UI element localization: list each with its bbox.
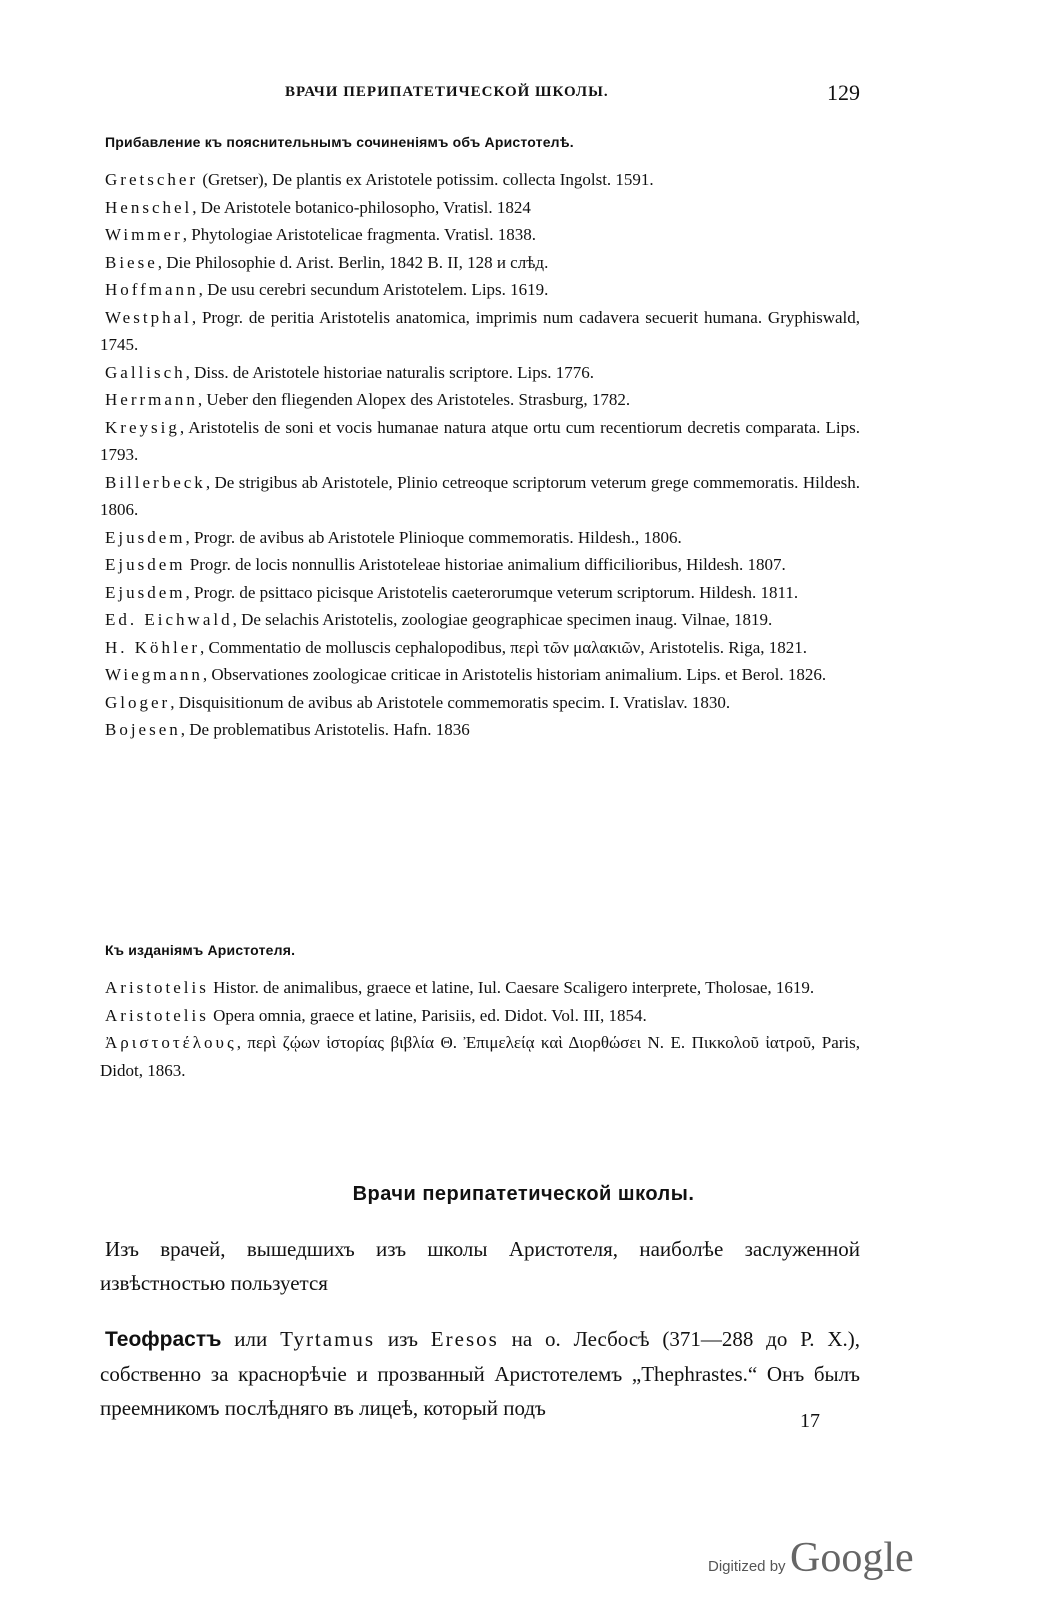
bib-entry: Wiegmann, Observationes zoologicae criticae in Aristotelis historiam animalium. Lips. et Berol. 1826.: [105, 665, 827, 684]
editions-list: [100, 974, 860, 1084]
bibliography-list: [100, 166, 860, 744]
bib-entry: Gloger, Disquisitionum de avibus ab Aristotele commemoratis specim. I. Vratislav. 1830.: [105, 692, 731, 712]
digitized-watermark: [708, 1534, 914, 1582]
bib-entry: Ejusdem, Progr. de avibus ab Aristotele Plinioque commemoratis. Hildesh., 1806.: [105, 527, 682, 547]
chapter-heading: Врачи перипатетической школы.: [352, 1183, 695, 1205]
bib-entry: Aristotelis Histor. de animalibus, graece et latine, Iul. Caesare Scaligero interprete, Tholosae, 1619.: [105, 978, 815, 997]
bib-entry: H. Köhler, Commentatio de molluscis cephalopodibus, περὶ τῶν μαλακιῶν, Aristotelis. Riga, 1821.: [105, 637, 808, 657]
bib-entry: Aristotelis Opera omnia, graece et latine, Parisiis, ed. Didot. Vol. III, 1854.: [105, 1005, 647, 1025]
bib-entry: Gallisch, Diss. de Aristotele historiae naturalis scriptore. Lips. 1776.: [105, 362, 595, 382]
section-heading-supplement: Прибавление къ пояснительнымъ сочиненіямъ объ Аристотелѣ.: [105, 134, 574, 150]
bib-entry: Biese, Die Philosophie d. Arist. Berlin, 1842 B. II, 128 и слѣд.: [105, 252, 549, 272]
signature-mark: 17: [800, 1410, 820, 1432]
bib-entry: Gretscher (Gretser), De plantis ex Aristotele potissim. collecta Ingolst. 1591.: [105, 170, 654, 189]
bib-entry: Ejusdem, Progr. de psittaco picisque Aristotelis caeterorumque veterum scriptorum. Hildesh. 1811.: [105, 582, 799, 602]
bib-entry: Ejusdem Progr. de locis nonnullis Aristoteleae historiae animalium difficilioribus, Hildesh. 1807.: [105, 555, 786, 574]
google-logo: Google: [790, 1535, 914, 1581]
bib-entry: Westphal, Progr. de peritia Aristotelis anatomica, imprimis num cadavera secuerit humana. Gryphiswald, 1745.: [100, 307, 860, 354]
section-heading-editions: Къ изданіямъ Аристотеля.: [105, 942, 296, 958]
bib-entry: Ἀριστοτέλους, περὶ ζῴων ἱστορίας βιβλία Θ. Ἐπιμελείᾳ καὶ Διορθώσει N. E. Πικκολοῦ ἰατροῦ, Paris, Didot, 1863.: [100, 1033, 860, 1080]
bib-entry: Henschel, De Aristotele botanico-philosopho, Vratisl. 1824: [105, 197, 531, 217]
bib-entry: Ed. Eichwald, De selachis Aristotelis, zoologiae geographicae specimen inaug. Vilnae, 1819.: [105, 610, 773, 629]
page-number: 129: [827, 80, 860, 105]
watermark-prefix: Digitized by: [708, 1558, 786, 1575]
bib-entry: Wimmer, Phytologiae Aristotelicae fragmenta. Vratisl. 1838.: [105, 225, 536, 244]
chapter-body: [100, 1232, 860, 1425]
bib-entry: Billerbeck, De strigibus ab Aristotele, Plinio cetreoque scriptorum veterum grege commemoratis. Hildesh. 1806.: [100, 472, 860, 519]
bib-entry: Herrmann, Ueber den fliegenden Alopex des Aristoteles. Strasburg, 1782.: [105, 390, 631, 409]
paragraph: Теофрастъ или Tyrtamus изъ Eresos на о. Лесбосѣ (371—288 до Р. Х.), собственно за краснорѣчіе и прозванный Аристотелемъ „Thephrastes.“ Онъ былъ преемникомъ послѣдняго въ лицеѣ, который подъ: [100, 1327, 860, 1420]
bib-entry: Bojesen, De problematibus Aristotelis. Hafn. 1836: [105, 720, 470, 739]
running-title: ВРАЧИ ПЕРИПАТЕТИЧЕСКОЙ ШКОЛЫ.: [285, 84, 609, 100]
bib-entry: Kreysig, Aristotelis de soni et vocis humanae natura atque ortu cum recentiorum decretis comparata. Lips. 1793.: [100, 417, 860, 464]
running-head: [100, 80, 860, 114]
paragraph: Изъ врачей, вышедшихъ изъ школы Аристотеля, наиболѣе заслуженной извѣстностью пользуется: [100, 1237, 860, 1295]
bib-entry: Hoffmann, De usu cerebri secundum Aristotelem. Lips. 1619.: [105, 280, 549, 299]
